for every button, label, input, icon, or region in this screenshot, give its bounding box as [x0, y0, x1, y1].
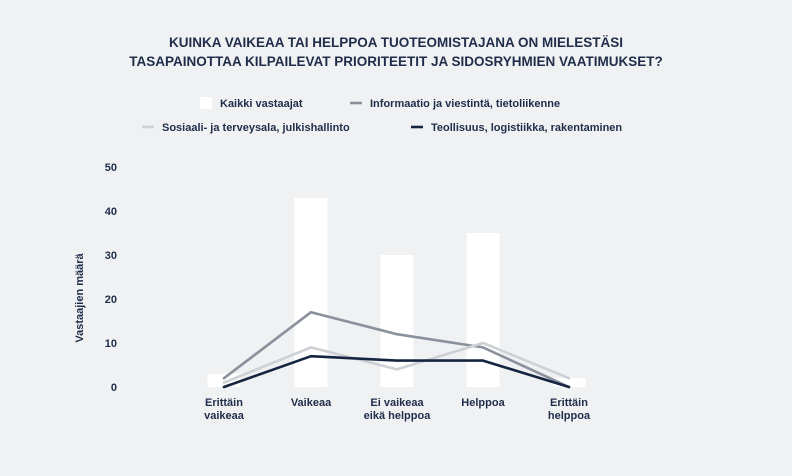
legend-label: Kaikki vastaajat	[220, 98, 303, 110]
bar	[295, 198, 328, 387]
chart-title-line-1: KUINKA VAIKEAA TAI HELPPOA TUOTEOMISTAJANA ON MIELESTÄSI	[168, 35, 624, 50]
y-tick-label: 30	[104, 250, 117, 262]
legend-label: Teollisuus, logistiikka, rakentaminen	[431, 122, 623, 134]
x-tick-label: Vaikeaa	[290, 397, 332, 409]
y-tick-label: 20	[104, 294, 117, 306]
y-tick-label: 0	[110, 382, 117, 394]
y-axis	[105, 162, 117, 394]
x-tick-label: eikä helppoa	[363, 410, 431, 422]
legend-swatch	[200, 97, 212, 109]
y-tick-label: 40	[104, 206, 117, 218]
y-tick-label: 50	[104, 162, 117, 174]
chart-title-line-2: TASAPAINOTTAA KILPAILEVAT PRIORITEETIT JA SIDOSRYHMIEN VAATIMUKSET?	[129, 54, 663, 69]
y-tick-label: 10	[104, 338, 117, 350]
x-tick-label: Erittäin	[205, 397, 243, 409]
x-tick-label: vaikeaa	[204, 410, 244, 422]
x-tick-label: Erittäin	[550, 397, 588, 409]
bar-series	[208, 198, 586, 387]
x-tick-label: helppoa	[547, 410, 591, 422]
x-tick-label: Ei vaikeaa	[370, 397, 424, 409]
legend	[142, 97, 622, 134]
legend-label: Sosiaali- ja terveysala, julkishallinto	[162, 122, 350, 134]
x-tick-label: Helppoa	[461, 397, 505, 409]
y-axis-label: Vastaajien määrä	[74, 253, 86, 343]
x-axis	[204, 397, 591, 422]
legend-label: Informaatio ja viestintä, tietoliikenne	[370, 98, 561, 110]
bar	[208, 374, 241, 387]
